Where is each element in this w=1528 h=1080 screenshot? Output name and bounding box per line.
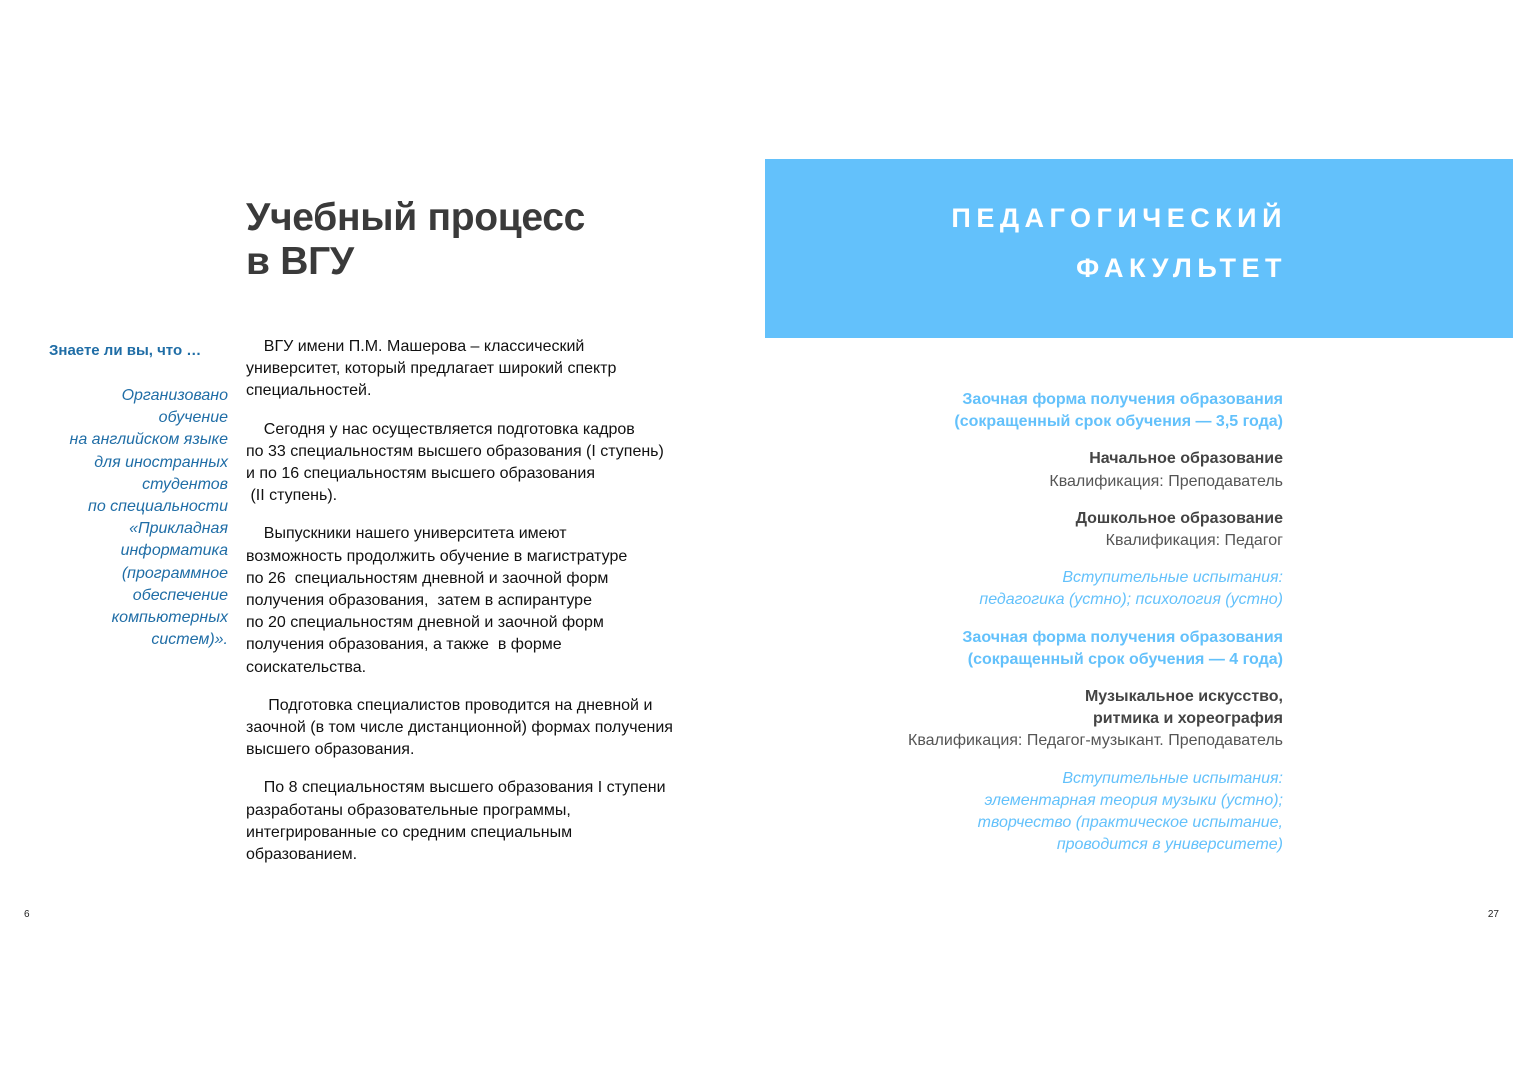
page-title-line: в ВГУ xyxy=(246,240,354,283)
sidebar-note-line: информатика xyxy=(120,542,228,560)
text-line: заочной (в том числе дистанционной) формах получения xyxy=(246,719,673,737)
text-line: по 33 специальностям высшего образования (I ступень) xyxy=(246,442,664,460)
entrance-exams xyxy=(723,567,1283,611)
text-line: возможность продолжить обучение в магистратуре xyxy=(246,547,628,565)
text-line: ВГУ имени П.М. Машерова – классический xyxy=(246,338,585,355)
exam-line: творчество (практическое испытание, xyxy=(977,814,1283,832)
faculty-banner xyxy=(765,159,1513,338)
study-form-line: Заочная форма получения образования xyxy=(962,628,1283,646)
paragraph xyxy=(246,336,716,403)
specialty-block xyxy=(723,686,1283,753)
specialty-name: Музыкальное искусство, xyxy=(1084,688,1283,706)
entrance-exams xyxy=(723,768,1283,857)
faculty-title xyxy=(951,193,1287,293)
paragraph xyxy=(246,777,716,866)
sidebar-note-line: студентов xyxy=(142,475,228,493)
text-line: получения образования, а также в форме xyxy=(246,636,562,654)
page-number-left: 6 xyxy=(24,909,30,920)
text-line: (II ступень). xyxy=(246,487,338,505)
exam-line: проводится в университете) xyxy=(1056,836,1283,854)
exam-line: элементарная теория музыки (устно); xyxy=(984,791,1283,809)
sidebar-note-line: на английском языке xyxy=(69,431,228,449)
faculty-title-line: ФАКУЛЬТЕТ xyxy=(1076,253,1287,283)
text-line: получения образования, затем в аспирантуре xyxy=(246,592,592,610)
exam-line: педагогика (устно); психология (устно) xyxy=(979,591,1283,609)
sidebar-note-line: компьютерных xyxy=(111,609,228,627)
paragraph xyxy=(246,419,716,508)
specialty-block xyxy=(723,448,1283,492)
text-line: и по 16 специальностям высшего образования xyxy=(246,465,595,483)
page-title-line: Учебный процесс xyxy=(246,196,586,239)
text-line: интегрированные со средним специальным xyxy=(246,823,573,841)
specialty-name: ритмика и хореография xyxy=(1093,710,1283,728)
text-line: Сегодня у нас осуществляется подготовка кадров xyxy=(246,420,635,438)
specialty-name: Начальное образование xyxy=(1089,450,1283,468)
exam-line: Вступительные испытания: xyxy=(1062,569,1283,587)
sidebar-note-line: для иностранных xyxy=(94,453,228,471)
did-you-know-heading: Знаете ли вы, что … xyxy=(49,342,202,359)
text-line: По 8 специальностям высшего образования I ступени xyxy=(246,779,666,797)
text-line: специальностей. xyxy=(246,382,372,400)
sidebar-note-line: обучение xyxy=(158,409,228,427)
study-form-line: Заочная форма получения образования xyxy=(962,391,1283,408)
text-line: соискательства. xyxy=(246,658,367,676)
sidebar-note-line: по специальности xyxy=(88,498,228,516)
text-line: университет, который предлагает широкий спектр xyxy=(246,360,617,378)
faculty-title-line: ПЕДАГОГИЧЕСКИЙ xyxy=(951,203,1287,233)
study-form-heading xyxy=(723,627,1283,671)
sidebar-note-line: «Прикладная xyxy=(129,520,228,538)
study-form-line: (сокращенный срок обучения — 4 года) xyxy=(967,650,1283,668)
text-line: по 26 специальностям дневной и заочной форм xyxy=(246,569,609,587)
specialty-block xyxy=(723,508,1283,552)
sidebar-note-line: (программное xyxy=(121,564,228,582)
program-list xyxy=(723,389,1283,871)
sidebar-note-line: систем)». xyxy=(151,631,228,649)
text-line: высшего образования. xyxy=(246,741,415,759)
study-form-line: (сокращенный срок обучения — 3,5 года) xyxy=(954,413,1283,431)
qualification: Квалификация: Преподаватель xyxy=(1049,472,1283,490)
text-line: Выпускники нашего университета имеют xyxy=(246,525,567,543)
page-title xyxy=(246,196,585,284)
sidebar-note-line: обеспечение xyxy=(132,586,228,604)
body-text xyxy=(246,336,716,882)
specialty-name: Дошкольное образование xyxy=(1075,509,1283,527)
text-line: разработаны образовательные программы, xyxy=(246,801,571,819)
paragraph xyxy=(246,695,716,762)
study-form-heading xyxy=(723,389,1283,433)
exam-line: Вступительные испытания: xyxy=(1062,769,1283,787)
text-line: Подготовка специалистов проводится на дневной и xyxy=(246,696,653,714)
page-number-right: 27 xyxy=(1487,909,1499,920)
qualification: Квалификация: Педагог-музыкант. Преподаватель xyxy=(908,732,1283,750)
qualification: Квалификация: Педагог xyxy=(1105,532,1283,550)
text-line: образованием. xyxy=(246,846,358,864)
sidebar-note xyxy=(40,385,228,651)
text-line: по 20 специальностям дневной и заочной форм xyxy=(246,614,604,632)
paragraph xyxy=(246,523,716,678)
sidebar-note-line: Организовано xyxy=(121,387,228,404)
